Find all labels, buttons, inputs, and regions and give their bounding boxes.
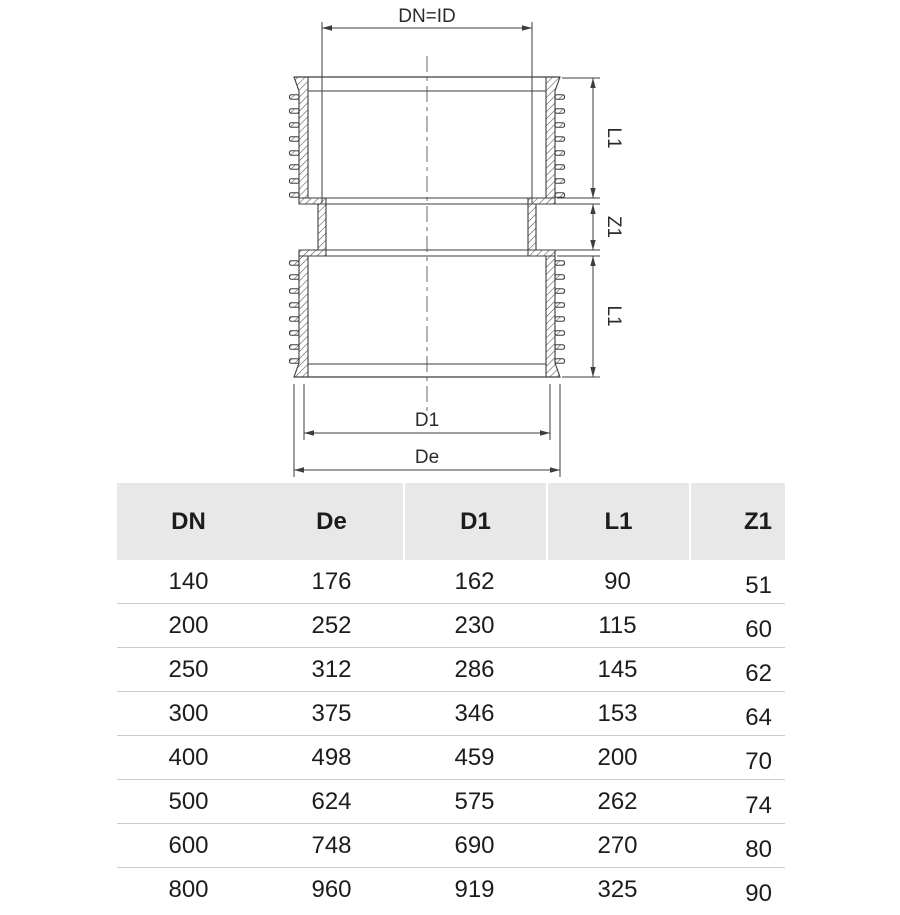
table-cell: 162 bbox=[454, 568, 495, 595]
table-cell: 115 bbox=[598, 612, 637, 639]
table-cell: 230 bbox=[454, 612, 495, 639]
table-cell: 498 bbox=[311, 744, 352, 771]
table-cell: 200 bbox=[168, 612, 209, 639]
lower-step-right bbox=[528, 250, 555, 256]
rib-fin bbox=[290, 359, 300, 364]
rib-fin bbox=[555, 359, 565, 364]
table-cell: 145 bbox=[597, 656, 638, 683]
table-cell: 800 bbox=[168, 876, 209, 903]
rib-fin bbox=[290, 317, 300, 322]
rib-fin bbox=[290, 137, 300, 142]
table-cell: 300 bbox=[168, 700, 209, 727]
l1-bottom-label: L1 bbox=[603, 305, 624, 327]
table-row bbox=[117, 779, 785, 823]
rib-fin bbox=[555, 123, 565, 128]
table-cell: 375 bbox=[311, 700, 352, 727]
table-cell: 262 bbox=[597, 788, 638, 815]
dimension-table bbox=[117, 483, 785, 911]
table-row bbox=[117, 691, 785, 735]
column-header-l1: L1 bbox=[546, 483, 689, 560]
table-cell: 90 bbox=[745, 880, 772, 907]
table-cell: 176 bbox=[311, 568, 352, 595]
table-cell: 70 bbox=[745, 748, 772, 775]
d1-label: D1 bbox=[414, 410, 440, 431]
rib-fin bbox=[555, 261, 565, 266]
middle-right-wall bbox=[528, 204, 536, 250]
middle-left-wall bbox=[318, 204, 326, 250]
rib-fin bbox=[290, 151, 300, 156]
table-cell: 153 bbox=[597, 700, 638, 727]
de-label: De bbox=[414, 447, 440, 468]
table-row bbox=[117, 603, 785, 647]
table-row bbox=[117, 647, 785, 691]
rib-fin bbox=[290, 345, 300, 350]
table-row bbox=[117, 867, 785, 911]
rib-fin bbox=[290, 331, 300, 336]
column-header-d1: D1 bbox=[403, 483, 546, 560]
dimension-dn bbox=[322, 6, 532, 203]
rib-fin bbox=[555, 137, 565, 142]
table-row bbox=[117, 560, 785, 603]
table-cell: 51 bbox=[745, 572, 772, 599]
rib-fin bbox=[555, 275, 565, 280]
rib-fin bbox=[290, 95, 300, 100]
rib-fin bbox=[555, 331, 565, 336]
z1-label: Z1 bbox=[603, 215, 624, 239]
table-cell: 325 bbox=[597, 876, 638, 903]
column-header-de: De bbox=[316, 508, 347, 535]
rib-fin bbox=[290, 123, 300, 128]
table-cell: 286 bbox=[454, 656, 495, 683]
table-cell: 690 bbox=[454, 832, 495, 859]
table-cell: 575 bbox=[454, 788, 495, 815]
column-header-z1: Z1 bbox=[689, 483, 785, 560]
table-cell: 252 bbox=[311, 612, 352, 639]
table-cell: 90 bbox=[604, 568, 631, 595]
table-cell: 80 bbox=[745, 836, 772, 863]
rib-fin bbox=[290, 275, 300, 280]
rib-fin bbox=[290, 109, 300, 114]
table-cell: 400 bbox=[168, 744, 209, 771]
table-cell: 748 bbox=[311, 832, 352, 859]
rib-fin bbox=[555, 303, 565, 308]
rib-fin bbox=[290, 165, 300, 170]
table-cell: 312 bbox=[311, 656, 352, 683]
table-header-row bbox=[117, 483, 785, 560]
table-cell: 624 bbox=[311, 788, 352, 815]
column-header-dn: DN bbox=[171, 508, 206, 535]
rib-fin bbox=[555, 193, 565, 198]
table-cell: 140 bbox=[168, 568, 209, 595]
rib-fin bbox=[290, 289, 300, 294]
rib-fin bbox=[555, 179, 565, 184]
rib-fin bbox=[555, 345, 565, 350]
rib-fin bbox=[555, 317, 565, 322]
table-row bbox=[117, 823, 785, 867]
table-cell: 346 bbox=[454, 700, 495, 727]
rib-fin bbox=[290, 261, 300, 266]
rib-fin bbox=[555, 165, 565, 170]
table-cell: 250 bbox=[168, 656, 209, 683]
table-cell: 270 bbox=[597, 832, 638, 859]
lower-step-left bbox=[299, 250, 326, 256]
table-cell: 960 bbox=[311, 876, 352, 903]
table-cell: 64 bbox=[745, 704, 772, 731]
table-cell: 500 bbox=[168, 788, 209, 815]
table-cell: 919 bbox=[454, 876, 495, 903]
table-cell: 459 bbox=[454, 744, 495, 771]
table-cell: 200 bbox=[597, 744, 638, 771]
rib-fin bbox=[290, 193, 300, 198]
table-cell: 600 bbox=[168, 832, 209, 859]
rib-fin bbox=[290, 303, 300, 308]
l1-top-label: L1 bbox=[603, 127, 624, 149]
table-cell: 60 bbox=[745, 616, 772, 643]
rib-fin bbox=[555, 109, 565, 114]
rib-fin bbox=[290, 179, 300, 184]
table-row bbox=[117, 735, 785, 779]
table-body bbox=[117, 560, 785, 911]
rib-fin bbox=[555, 95, 565, 100]
dn-id-label: DN=ID bbox=[398, 6, 456, 27]
table-cell: 74 bbox=[745, 792, 772, 819]
rib-fin bbox=[555, 151, 565, 156]
rib-fin bbox=[555, 289, 565, 294]
table-cell: 62 bbox=[745, 660, 772, 687]
